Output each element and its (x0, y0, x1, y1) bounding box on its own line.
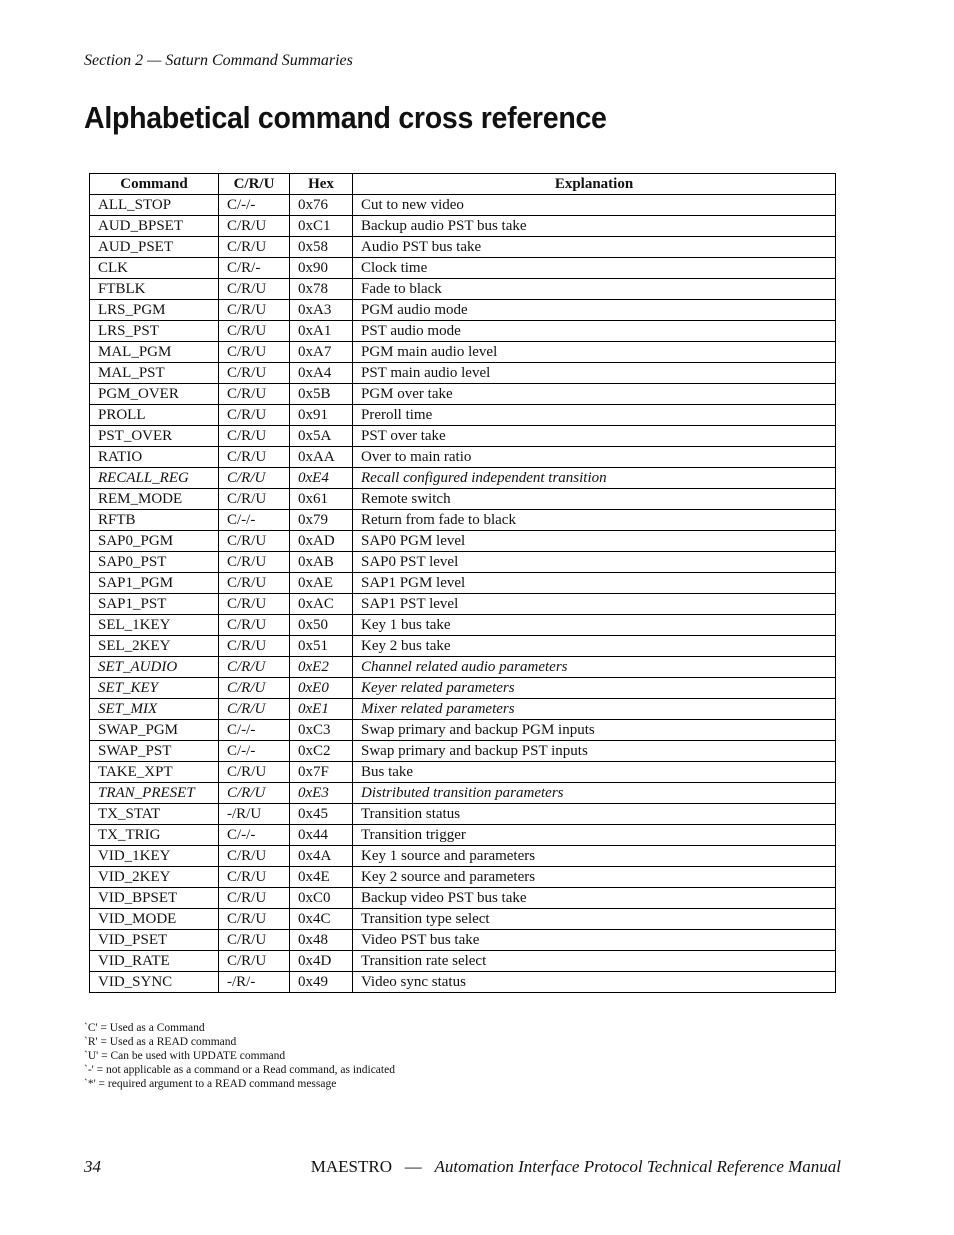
cell-hex: 0x51 (290, 636, 353, 657)
cell-explanation: Swap primary and backup PST inputs (353, 741, 836, 762)
cell-explanation: SAP0 PST level (353, 552, 836, 573)
cell-cru: C/R/U (219, 888, 290, 909)
cell-hex: 0x79 (290, 510, 353, 531)
cell-cru: C/R/U (219, 594, 290, 615)
cell-explanation: Audio PST bus take (353, 237, 836, 258)
cell-command: PST_OVER (90, 426, 219, 447)
cell-command: SEL_2KEY (90, 636, 219, 657)
cell-explanation: Key 2 source and parameters (353, 867, 836, 888)
cell-explanation: Transition status (353, 804, 836, 825)
cell-explanation: SAP0 PGM level (353, 531, 836, 552)
cell-explanation: PGM audio mode (353, 300, 836, 321)
table-row (90, 258, 836, 279)
cell-explanation: Channel related audio parameters (353, 657, 836, 678)
cell-explanation: Preroll time (353, 405, 836, 426)
table-row (90, 489, 836, 510)
cell-explanation: Backup audio PST bus take (353, 216, 836, 237)
cell-cru: C/R/U (219, 951, 290, 972)
cell-hex: 0xA3 (290, 300, 353, 321)
table-row (90, 405, 836, 426)
cell-explanation: Recall configured independent transition (353, 468, 836, 489)
table-row (90, 972, 836, 993)
page-number: 34 (84, 1157, 101, 1176)
cell-hex: 0xC0 (290, 888, 353, 909)
cell-cru: C/-/- (219, 510, 290, 531)
cell-explanation: Distributed transition parameters (353, 783, 836, 804)
cell-hex: 0x58 (290, 237, 353, 258)
cell-hex: 0x4D (290, 951, 353, 972)
cell-cru: C/R/U (219, 363, 290, 384)
cell-cru: C/R/U (219, 216, 290, 237)
cell-hex: 0xE4 (290, 468, 353, 489)
cell-command: RFTB (90, 510, 219, 531)
cell-hex: 0xE0 (290, 678, 353, 699)
cell-explanation: Key 1 bus take (353, 615, 836, 636)
table-row (90, 279, 836, 300)
cell-explanation: Keyer related parameters (353, 678, 836, 699)
table-row (90, 951, 836, 972)
table-row (90, 720, 836, 741)
cell-cru: C/R/U (219, 489, 290, 510)
cell-command: FTBLK (90, 279, 219, 300)
column-header-explanation: Explanation (353, 174, 836, 195)
footer-product: MAESTRO (310, 1157, 393, 1176)
column-header-hex: Hex (290, 174, 353, 195)
cell-hex: 0x91 (290, 405, 353, 426)
cell-hex: 0xA7 (290, 342, 353, 363)
cell-hex: 0x7F (290, 762, 353, 783)
cell-command: SET_MIX (90, 699, 219, 720)
table-row (90, 825, 836, 846)
cell-command: LRS_PGM (90, 300, 219, 321)
cell-hex: 0xE1 (290, 699, 353, 720)
footer-title-text: Automation Interface Protocol Technical Reference Manual (434, 1157, 841, 1176)
cell-cru: C/R/U (219, 468, 290, 489)
cell-command: PGM_OVER (90, 384, 219, 405)
table-row (90, 741, 836, 762)
cell-explanation: PST over take (353, 426, 836, 447)
cell-explanation: Clock time (353, 258, 836, 279)
cell-command: SEL_1KEY (90, 615, 219, 636)
cell-cru: C/R/U (219, 279, 290, 300)
cell-cru: C/R/U (219, 573, 290, 594)
cell-cru: C/R/U (219, 552, 290, 573)
cell-command: SAP0_PST (90, 552, 219, 573)
table-row (90, 867, 836, 888)
table-row (90, 342, 836, 363)
table-row (90, 321, 836, 342)
cell-command: VID_MODE (90, 909, 219, 930)
cell-explanation: Transition trigger (353, 825, 836, 846)
table-row (90, 594, 836, 615)
cell-hex: 0xAD (290, 531, 353, 552)
cell-hex: 0xC2 (290, 741, 353, 762)
cell-hex: 0x90 (290, 258, 353, 279)
table-row (90, 678, 836, 699)
cell-command: PROLL (90, 405, 219, 426)
cell-hex: 0xE3 (290, 783, 353, 804)
cell-command: TAKE_XPT (90, 762, 219, 783)
cell-hex: 0x44 (290, 825, 353, 846)
table-row (90, 804, 836, 825)
cell-command: TRAN_PRESET (90, 783, 219, 804)
cell-explanation: SAP1 PST level (353, 594, 836, 615)
table-row (90, 888, 836, 909)
table-row (90, 216, 836, 237)
table-row (90, 762, 836, 783)
running-head: Section 2 — Saturn Command Summaries (84, 52, 353, 69)
cell-explanation: Transition rate select (353, 951, 836, 972)
cell-command: SWAP_PGM (90, 720, 219, 741)
cell-cru: C/R/U (219, 384, 290, 405)
cell-command: SET_KEY (90, 678, 219, 699)
table-row (90, 552, 836, 573)
table-body (90, 195, 836, 993)
table-row (90, 699, 836, 720)
cell-hex: 0x76 (290, 195, 353, 216)
table-row (90, 195, 836, 216)
column-header-cru: C/R/U (219, 174, 290, 195)
cell-command: SET_AUDIO (90, 657, 219, 678)
cell-hex: 0xAE (290, 573, 353, 594)
cell-hex: 0xAC (290, 594, 353, 615)
cell-command: SAP0_PGM (90, 531, 219, 552)
cell-command: MAL_PST (90, 363, 219, 384)
cell-hex: 0x4A (290, 846, 353, 867)
cell-cru: C/R/U (219, 300, 290, 321)
cell-explanation: Fade to black (353, 279, 836, 300)
cell-hex: 0xC1 (290, 216, 353, 237)
cell-cru: C/R/U (219, 405, 290, 426)
cell-cru: C/R/U (219, 657, 290, 678)
cell-command: CLK (90, 258, 219, 279)
footer-manual-title (311, 1157, 841, 1177)
cell-explanation: Transition type select (353, 909, 836, 930)
cell-explanation: PST main audio level (353, 363, 836, 384)
cell-explanation: Mixer related parameters (353, 699, 836, 720)
cell-cru: C/R/U (219, 699, 290, 720)
cell-hex: 0xA4 (290, 363, 353, 384)
cell-command: VID_SYNC (90, 972, 219, 993)
cell-command: VID_2KEY (90, 867, 219, 888)
cell-command: ALL_STOP (90, 195, 219, 216)
cell-hex: 0x5B (290, 384, 353, 405)
table-row (90, 531, 836, 552)
table-row (90, 447, 836, 468)
legend (84, 1021, 395, 1091)
cell-cru: C/R/U (219, 867, 290, 888)
legend-item: `U' = Can be used with UPDATE command (84, 1050, 286, 1062)
cell-hex: 0xAA (290, 447, 353, 468)
cell-command: MAL_PGM (90, 342, 219, 363)
cell-cru: C/R/U (219, 930, 290, 951)
cell-command: VID_BPSET (90, 888, 219, 909)
cell-hex: 0x50 (290, 615, 353, 636)
cell-explanation: SAP1 PGM level (353, 573, 836, 594)
cell-command: AUD_PSET (90, 237, 219, 258)
cell-explanation: PGM over take (353, 384, 836, 405)
table-row (90, 615, 836, 636)
table-row (90, 384, 836, 405)
cell-cru: C/R/U (219, 909, 290, 930)
cell-explanation: Bus take (353, 762, 836, 783)
cell-explanation: Key 1 source and parameters (353, 846, 836, 867)
footer-separator: — (404, 1157, 422, 1176)
cell-explanation: Return from fade to black (353, 510, 836, 531)
cell-cru: C/R/U (219, 762, 290, 783)
cell-command: REM_MODE (90, 489, 219, 510)
table-row (90, 573, 836, 594)
cell-command: VID_PSET (90, 930, 219, 951)
table-row (90, 468, 836, 489)
cell-cru: -/R/U (219, 804, 290, 825)
cell-hex: 0x78 (290, 279, 353, 300)
cell-hex: 0xAB (290, 552, 353, 573)
table-row (90, 300, 836, 321)
cell-cru: C/R/U (219, 783, 290, 804)
table-row (90, 237, 836, 258)
cell-cru: C/-/- (219, 825, 290, 846)
table-row (90, 930, 836, 951)
cell-explanation: PST audio mode (353, 321, 836, 342)
table-row (90, 657, 836, 678)
legend-item: `*' = required argument to a READ command message (84, 1078, 337, 1090)
cell-command: SAP1_PGM (90, 573, 219, 594)
cell-hex: 0x5A (290, 426, 353, 447)
cell-explanation: Cut to new video (353, 195, 836, 216)
table-row (90, 363, 836, 384)
cell-command: TX_TRIG (90, 825, 219, 846)
cell-hex: 0x61 (290, 489, 353, 510)
cell-cru: C/R/U (219, 237, 290, 258)
cell-cru: C/-/- (219, 741, 290, 762)
table-row (90, 909, 836, 930)
cell-hex: 0xC3 (290, 720, 353, 741)
cell-explanation: Remote switch (353, 489, 836, 510)
cell-cru: C/R/U (219, 342, 290, 363)
table-row (90, 636, 836, 657)
cell-command: TX_STAT (90, 804, 219, 825)
cell-explanation: Swap primary and backup PGM inputs (353, 720, 836, 741)
cell-explanation: Key 2 bus take (353, 636, 836, 657)
cell-cru: C/R/U (219, 636, 290, 657)
cell-cru: C/R/- (219, 258, 290, 279)
cell-cru: -/R/- (219, 972, 290, 993)
cell-cru: C/R/U (219, 447, 290, 468)
cell-cru: C/R/U (219, 531, 290, 552)
cell-cru: C/R/U (219, 678, 290, 699)
legend-item: `R' = Used as a READ command (84, 1036, 237, 1048)
cell-command: LRS_PST (90, 321, 219, 342)
cell-command: VID_RATE (90, 951, 219, 972)
cell-explanation: Video sync status (353, 972, 836, 993)
cell-hex: 0x49 (290, 972, 353, 993)
cell-command: AUD_BPSET (90, 216, 219, 237)
table-header-row (90, 174, 836, 195)
page-title: Alphabetical command cross reference (84, 100, 607, 135)
cell-explanation: PGM main audio level (353, 342, 836, 363)
table-row (90, 510, 836, 531)
legend-item: `-' = not applicable as a command or a Read command, as indicated (84, 1064, 395, 1076)
cell-command: VID_1KEY (90, 846, 219, 867)
table-row (90, 783, 836, 804)
cell-command: SWAP_PST (90, 741, 219, 762)
cell-cru: C/R/U (219, 321, 290, 342)
cell-command: RECALL_REG (90, 468, 219, 489)
cell-hex: 0x45 (290, 804, 353, 825)
table-row (90, 846, 836, 867)
cell-command: RATIO (90, 447, 219, 468)
cell-hex: 0x48 (290, 930, 353, 951)
cell-explanation: Over to main ratio (353, 447, 836, 468)
legend-item: `C' = Used as a Command (84, 1022, 205, 1034)
cell-cru: C/-/- (219, 720, 290, 741)
cell-explanation: Video PST bus take (353, 930, 836, 951)
cell-hex: 0xA1 (290, 321, 353, 342)
column-header-command: Command (90, 174, 219, 195)
cell-cru: C/-/- (219, 195, 290, 216)
cell-cru: C/R/U (219, 846, 290, 867)
table-row (90, 426, 836, 447)
cell-hex: 0xE2 (290, 657, 353, 678)
command-cross-reference-table (89, 173, 836, 993)
cell-cru: C/R/U (219, 615, 290, 636)
cell-command: SAP1_PST (90, 594, 219, 615)
cell-explanation: Backup video PST bus take (353, 888, 836, 909)
cell-cru: C/R/U (219, 426, 290, 447)
cell-hex: 0x4C (290, 909, 353, 930)
cell-hex: 0x4E (290, 867, 353, 888)
